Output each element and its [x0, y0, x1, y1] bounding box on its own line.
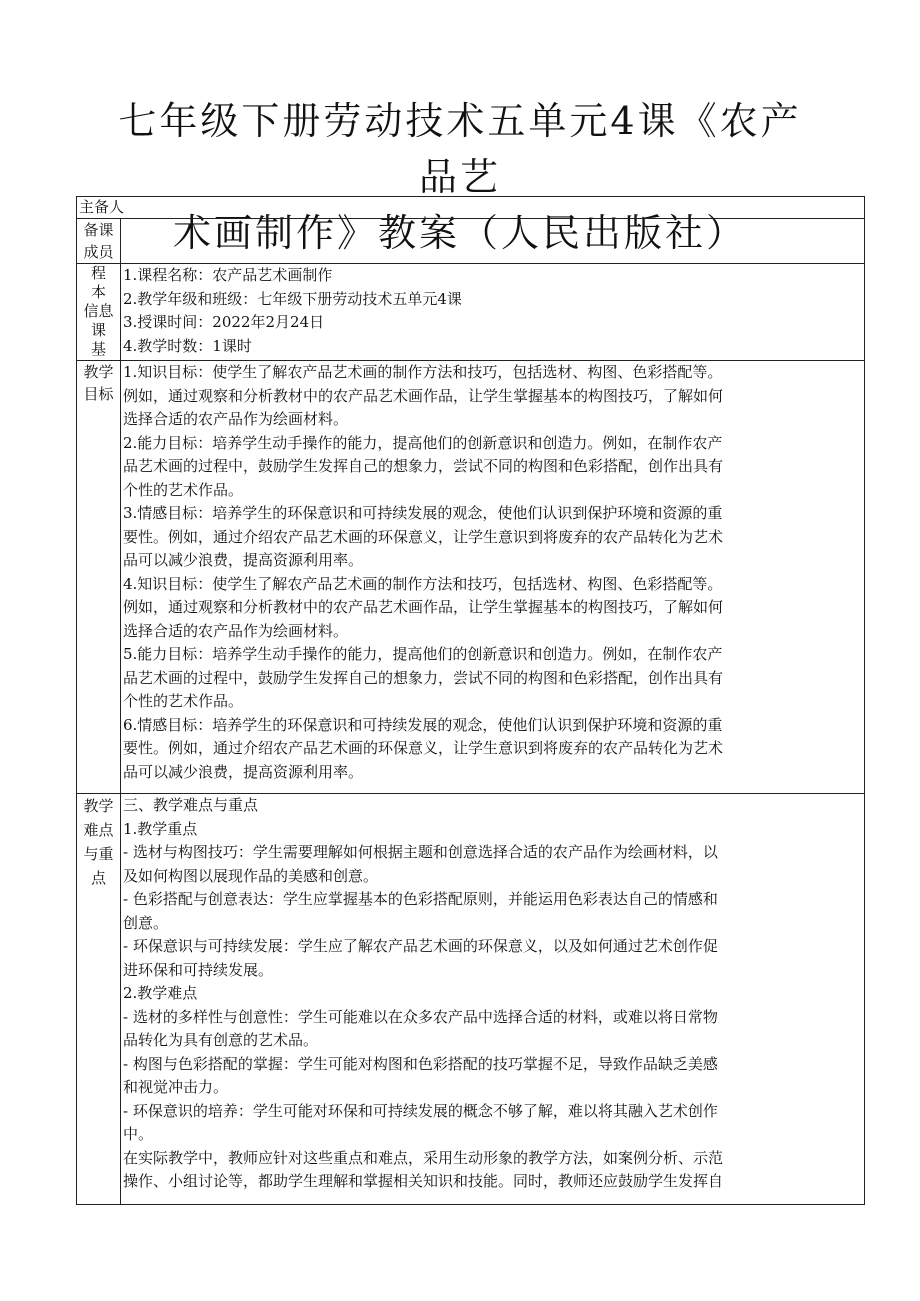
goal-line: 4.知识目标：使学生了解农产品艺术画的制作方法和技巧，包括选材、构图、色彩搭配等。 — [123, 574, 723, 593]
key-point-line: - 环保意识与可持续发展：学生应了解农产品艺术画的环保意义，以及如何通过艺术创作促 — [123, 937, 718, 955]
members-row — [77, 219, 865, 264]
label-line: 程 — [90, 264, 106, 282]
key-point-line: 创意。 — [123, 913, 169, 932]
course-info-row — [77, 264, 865, 361]
label-line: 基 — [90, 340, 106, 358]
preparer-label: 主备人 — [77, 197, 865, 219]
goal-line: 要性。例如，通过介绍农产品艺术画的环保意义，让学生意识到将废弃的农产品转化为艺术 — [123, 739, 724, 757]
key-point-line: 进环保和可持续发展。 — [123, 960, 274, 979]
key-point-line: 品转化为具有创意的艺术品。 — [123, 1031, 319, 1049]
goal-line: 6.情感目标：培养学生的环保意识和可持续发展的观念，使他们认识到保护环境和资源的重 — [123, 715, 723, 734]
course-info-line: 4.教学时数：1课时 — [123, 336, 252, 355]
key-point-line: 和视觉冲击力。 — [123, 1078, 229, 1096]
key-point-line: - 选材的多样性与创意性：学生可能难以在众多农产品中选择合适的材料，或难以将日常物 — [123, 1007, 718, 1026]
goal-line: 品可以减少浪费，提高资源利用率。 — [123, 762, 364, 781]
goal-line: 3.情感目标：培养学生的环保意识和可持续发展的观念，使他们认识到保护环境和资源的重 — [123, 504, 723, 522]
goal-line: 选择合适的农产品作为绘画材料。 — [123, 410, 349, 428]
goal-line: 选择合适的农产品作为绘画材料。 — [123, 621, 349, 640]
goal-line: 要性。例如，通过介绍农产品艺术画的环保意义，让学生意识到将废弃的农产品转化为艺术 — [123, 527, 724, 546]
goal-line: 5.能力目标：培养学生动手操作的能力，提高他们的创新意识和创造力。例如，在制作农产 — [123, 645, 723, 663]
label-line: 目标 — [83, 385, 114, 403]
key-point-line: 2.教学难点 — [123, 984, 198, 1002]
course-info-content — [121, 264, 865, 361]
label-line: 本 — [90, 283, 106, 301]
goals-row — [77, 361, 865, 794]
goal-line: 品艺术画的过程中，鼓励学生发挥自己的想象力，尝试不同的构图和色彩搭配，创作出具有 — [123, 668, 724, 687]
key-point-line: 中。 — [123, 1125, 154, 1143]
course-info-line: 2.教学年级和班级：七年级下册劳动技术五单元4课 — [123, 289, 462, 308]
key-point-line: - 选材与构图技巧：学生需要理解如何根据主题和创意选择合适的农产品作为绘画材料，以 — [123, 843, 718, 861]
key-points-content — [121, 794, 865, 1205]
preparer-row — [77, 197, 865, 219]
goal-line: 例如，通过观察和分析教材中的农产品艺术画作品，让学生掌握基本的构图技巧，了解如何 — [123, 386, 724, 405]
label-line: 课 — [90, 321, 106, 339]
label-line: 点 — [90, 869, 106, 887]
label-line: 与重 — [83, 845, 114, 863]
goals-content — [121, 361, 865, 794]
label-line: 信息 — [83, 302, 114, 320]
key-point-line: - 构图与色彩搭配的掌握：学生可能对构图和色彩搭配的技巧掌握不足，导致作品缺乏美感 — [123, 1054, 718, 1073]
key-points-label — [77, 794, 121, 1205]
title-line-1: 七年级下册劳动技术五单元4课《农产品艺 — [118, 99, 802, 200]
label-line: 教学 — [83, 363, 114, 381]
goal-line: 1.知识目标：使学生了解农产品艺术画的制作方法和技巧，包括选材、构图、色彩搭配等。 — [123, 363, 723, 381]
goal-line: 品艺术画的过程中，鼓励学生发挥自己的想象力，尝试不同的构图和色彩搭配，创作出具有 — [123, 457, 724, 475]
key-point-line: 及如何构图以展现作品的美感和创意。 — [123, 866, 379, 885]
label-line: 成员 — [83, 243, 114, 261]
course-info-label — [77, 264, 121, 361]
goal-line: 例如，通过观察和分析教材中的农产品艺术画作品，让学生掌握基本的构图技巧，了解如何 — [123, 598, 724, 616]
key-point-line: 操作、小组讨论等，都助学生理解和掌握相关知识和技能。同时，教师还应鼓励学生发挥自 — [123, 1172, 724, 1190]
key-point-line: - 环保意识的培养：学生可能对环保和可持续发展的概念不够了解，难以将其融入艺术创作 — [123, 1101, 718, 1120]
goal-line: 品可以减少浪费，提高资源利用率。 — [123, 551, 364, 569]
course-info-line: 1.课程名称：农产品艺术画制作 — [123, 266, 333, 284]
lesson-plan-table — [76, 196, 865, 1205]
label-line: 难点 — [83, 821, 114, 839]
key-point-line: 1.教学重点 — [123, 819, 198, 838]
title-line-2: 术画制作》教案（人民出版社） — [172, 211, 747, 256]
key-point-line: - 色彩搭配与创意表达：学生应掌握基本的色彩搭配原则，并能运用色彩表达自己的情感和 — [123, 890, 718, 908]
goals-label — [77, 361, 121, 794]
key-point-line: 在实际教学中，教师应针对这些重点和难点，采用生动形象的教学方法，如案例分析、示范 — [123, 1148, 724, 1167]
course-info-line: 3.授课时间：2022年2月24日 — [123, 313, 325, 331]
label-line: 备课 — [83, 221, 114, 239]
goal-line: 个性的艺术作品。 — [123, 692, 244, 710]
members-value — [121, 219, 865, 264]
members-label — [77, 219, 121, 264]
goal-line: 个性的艺术作品。 — [123, 480, 244, 499]
key-points-row — [77, 794, 865, 1205]
key-point-line: 三、教学难点与重点 — [123, 796, 259, 814]
goal-line: 2.能力目标：培养学生动手操作的能力，提高他们的创新意识和创造力。例如，在制作农产 — [123, 433, 723, 452]
label-line: 教学 — [83, 797, 114, 815]
